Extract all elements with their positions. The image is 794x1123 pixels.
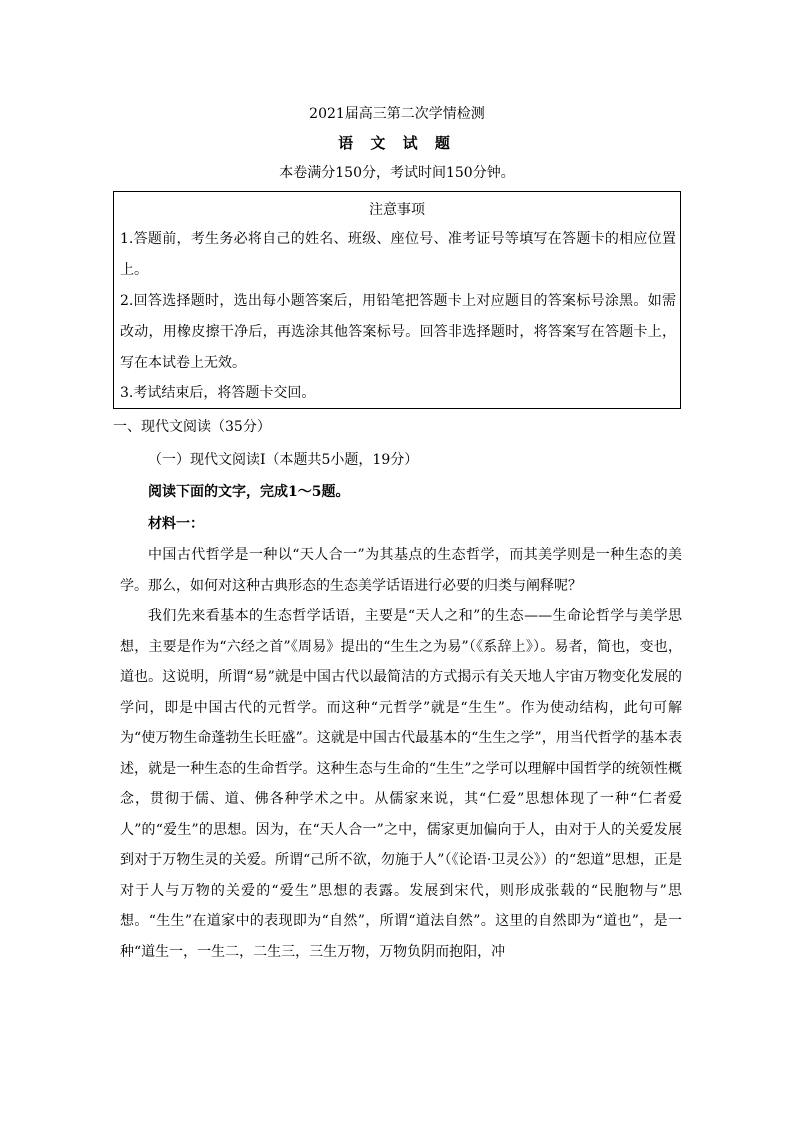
material-label: 材料一： (148, 516, 204, 532)
notice-item-1: 1.答题前，考生务必将自己的姓名、班级、座位号、准考证号等填写在答题卡的相应位置上。 (120, 231, 676, 278)
notice-item-3: 3.考试结束后，将答题卡交回。 (120, 385, 316, 401)
paragraph-1: 中国古代哲学是一种以“天人合一”为其基点的生态哲学，而其美学则是一种生态的美学。那么，如何对这种古典形态的生态美学话语进行必要的归类与阐释呢？ (120, 547, 682, 594)
reading-instruction: 阅读下面的文字，完成1～5题。 (148, 484, 350, 500)
paragraph-2: 我们先来看基本的生态哲学话语，主要是“天人之和”的生态——生命论哲学与美学思想，主要是作为“六经之首”《周易》提出的“生生之为易”（《系辞上》）。易者，简也，变也，道也。这说明，所谓“易”就是中国古代以最简洁的方式揭示有关天地人宇宙万物变化发展的学问，即是中国古代的元哲学。而这种“元哲学”就是“生生”。作为使动结构，此句可解为“使万物生命蓬勃生长旺盛”。这就是中国古代最基本的“生生之学”，用当代哲学的基本表述，就是一种生态的生命哲学。这种生态与生命的“生生”之学可以理解中国哲学的统领性概念，贯彻于儒、道、佛各种学术之中。从儒家来说，其“仁爱”思想体现了一种“仁者爱人”的“爱生”的思想。因为，在“天人合一”之中，儒家更加偏向于人，由对于人的关爱发展到对于万物生灵的关爱。所谓“己所不欲，勿施于人”（《论语·卫灵公》）的“恕道”思想，正是对于人与万物的关爱的“爱生”思想的表露。发展到宋代，则形成张载的“民胞物与”思想。“生生”在道家中的表现即为“自然”，所谓“道法自然”。这里的自然即为“道也”，是一种“道生一，一生二，二生三，三生万物，万物负阴而抱阳，冲 (120, 608, 682, 960)
notice-heading: 注意事项 (369, 202, 425, 218)
sub-heading: （一）现代文阅读Ⅰ（本题共5小题，19分） (148, 452, 419, 468)
subject-title: 语 文 试 题 (338, 134, 456, 152)
notice-item-2: 2.回答选择题时，选出每小题答案后，用铅笔把答题卡上对应题目的答案标号涂黑。如需改动，用橡皮擦干净后，再选涂其他答案标号。回答非选择题时，将答案写在答题卡上，写在本试卷上无效。 (120, 293, 676, 371)
notice-box (113, 191, 681, 409)
section-heading: 一、现代文阅读（35分） (113, 419, 271, 435)
exam-title: 2021届高三第二次学情检测 (309, 106, 485, 122)
score-line: 本卷满分150分，考试时间150分钟。 (279, 165, 515, 181)
